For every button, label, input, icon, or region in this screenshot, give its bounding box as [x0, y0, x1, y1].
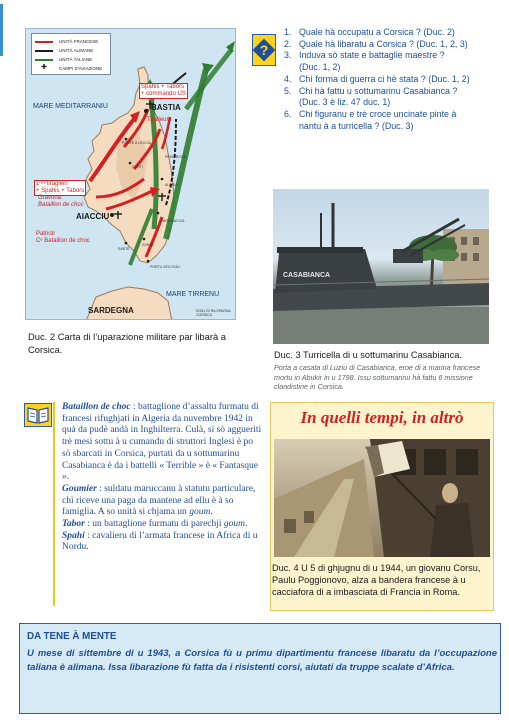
glossary [62, 402, 262, 554]
glossary-rule [53, 402, 55, 606]
map-label-town: PEDICROCE [165, 155, 186, 159]
map-caption: Duc. 2 Carta di l’uparazione militare par libarà a Corsica. [28, 331, 227, 355]
map-label-sea: MARE MEDITARRANIU [33, 103, 108, 110]
map-label-unit: Tiralleurs [147, 117, 172, 123]
remember-box [19, 623, 501, 714]
submarine-caption: Duc. 3 Turricella di u sottumarinu Casabianca. [274, 350, 462, 360]
question-item: 2. Quale hà libaratu a Corsica ? (Duc. 1, 2, 3) [284, 38, 468, 49]
map-label-town: ZONZA [142, 243, 154, 247]
legend-item: UNITÀ TALIANE [35, 56, 110, 63]
question-item: 6. Chi figuranu e trè croce uncinate pinte à nantu à a turricella ? (Duc. 3) [284, 108, 457, 131]
map-label-town: PONTE À LECCIA [122, 141, 151, 145]
book-icon [24, 403, 52, 427]
green-arrow-4 [186, 49, 232, 109]
liberation-map [25, 28, 236, 320]
flag-photo-caption: Duc. 4 U 5 di ghjugnu di u 1944, un giovanu Corsu, Paulu Poggionovo, alza a bandera francese à u cacciafora di a imbasciata di Francia in Roma. [272, 563, 481, 598]
map-label-town: PORTU VECCHJU [150, 265, 180, 269]
map-label-spahis: Spahis + Tabors + commando US [141, 84, 186, 97]
glossary-entry: Tabor : un battaglione furmatu di parechji goum. [62, 519, 248, 530]
map-label-city: BASTIA [151, 103, 181, 112]
remember-title: DA TENE À MENTE [27, 631, 117, 642]
submarine-drawing [273, 189, 489, 344]
map-legend [31, 33, 111, 75]
map-label-unit: Gravona Bataillon de choc [38, 195, 84, 208]
flag-photo-drawing [274, 439, 490, 557]
question-item: 5. Chi hà fattu u sottumarinu Casabianca ? (Duc. 3 è liz. 47 duc. 1) [284, 85, 458, 108]
hull-name: CASABIANCA [283, 272, 331, 279]
airfield-icon: ✚ [41, 64, 47, 71]
map-label-town: SARTÈ [118, 247, 130, 251]
map-label-unit: 1ʳᵉˢ tiraglieri + Spahis + Tabors [36, 181, 85, 194]
glossary-entry: Bataillon de choc : battaglione d’assaltu furmatu di francesi rifughjati in Algeria da nuvembre 1942 in quà da pudè andà in Inghilterra. Culà, si sò aggueriti trè mesi sottu à u cumandu di struttori Inglesi è po sò sbarcati in Corsica, purtati da u sottumarinu Casabianca è da i battelli « Terrible » è « Fantasque ». [62, 402, 262, 483]
flag-photo [274, 439, 490, 557]
map-label-town: GHISONACCIA [160, 219, 185, 223]
map-label-town: ALERIA [165, 183, 178, 187]
map-label-island: SARDEGNA [88, 306, 134, 315]
map-label-town: CORTI [132, 165, 143, 169]
question-icon: ? [252, 34, 276, 66]
sardinia-island [86, 287, 172, 320]
question-item: 3. Induva sò state e battaglie maestre ? (Duc. 1, 2) [284, 50, 445, 73]
tempi-title: In quelli tempi, in altrò [300, 408, 464, 427]
glossary-entry: Spahi : cavalieru di l’armata francese in Africa di u Nordu. [62, 530, 258, 553]
legend-item: UNITÀ ALIMANE [35, 47, 110, 54]
submarine-subcaption: Porta a casata di Luziu di Casabianca, eroe di a marina francese mortu in Abukir in u 1798. Issu sottumarinu hà fattu 6 missione clandistine in Corsica. [274, 363, 481, 392]
questions-list [284, 27, 506, 132]
submarine-photo [273, 189, 489, 344]
map-label-city: AIACCIU [76, 212, 110, 221]
remember-text: U mese di sittembre di u 1943, a Corsica fù u primu dipartimentu francese libaratu da l’occupazione taliana è alimana. Issa libarazione fù fatta da i risistenti corsi, aiutati da truppe scalate d’Africa. [27, 648, 497, 674]
map-label-sea: MARE TIRRENU [166, 291, 220, 298]
question-item: 1. Quale hà occupatu a Corsica ? (Duc. 2) [284, 27, 455, 37]
question-item: 4. Chì forma di guerra ci hè stata ? (Duc. 1, 2) [284, 73, 470, 84]
map-label-unit: Patrioti Cᵉ Bataillon de choc [36, 231, 90, 244]
legend-item: UNITÀ FRANCESE [35, 38, 110, 45]
map-source: IGOLI DI RA SPAGNA CORSICA [196, 309, 231, 317]
legend-item: ✚ CAMPI D'AVIAZIONE [35, 65, 110, 72]
glossary-entry: Goumier : suldatu maruccanu à statutu particulare, chì riceve una paga da mantene ad ellu è à so famiglia. A so unità si chjama un goum. [62, 483, 256, 518]
page-edge-marker [0, 4, 3, 56]
tempi-box [270, 402, 494, 611]
